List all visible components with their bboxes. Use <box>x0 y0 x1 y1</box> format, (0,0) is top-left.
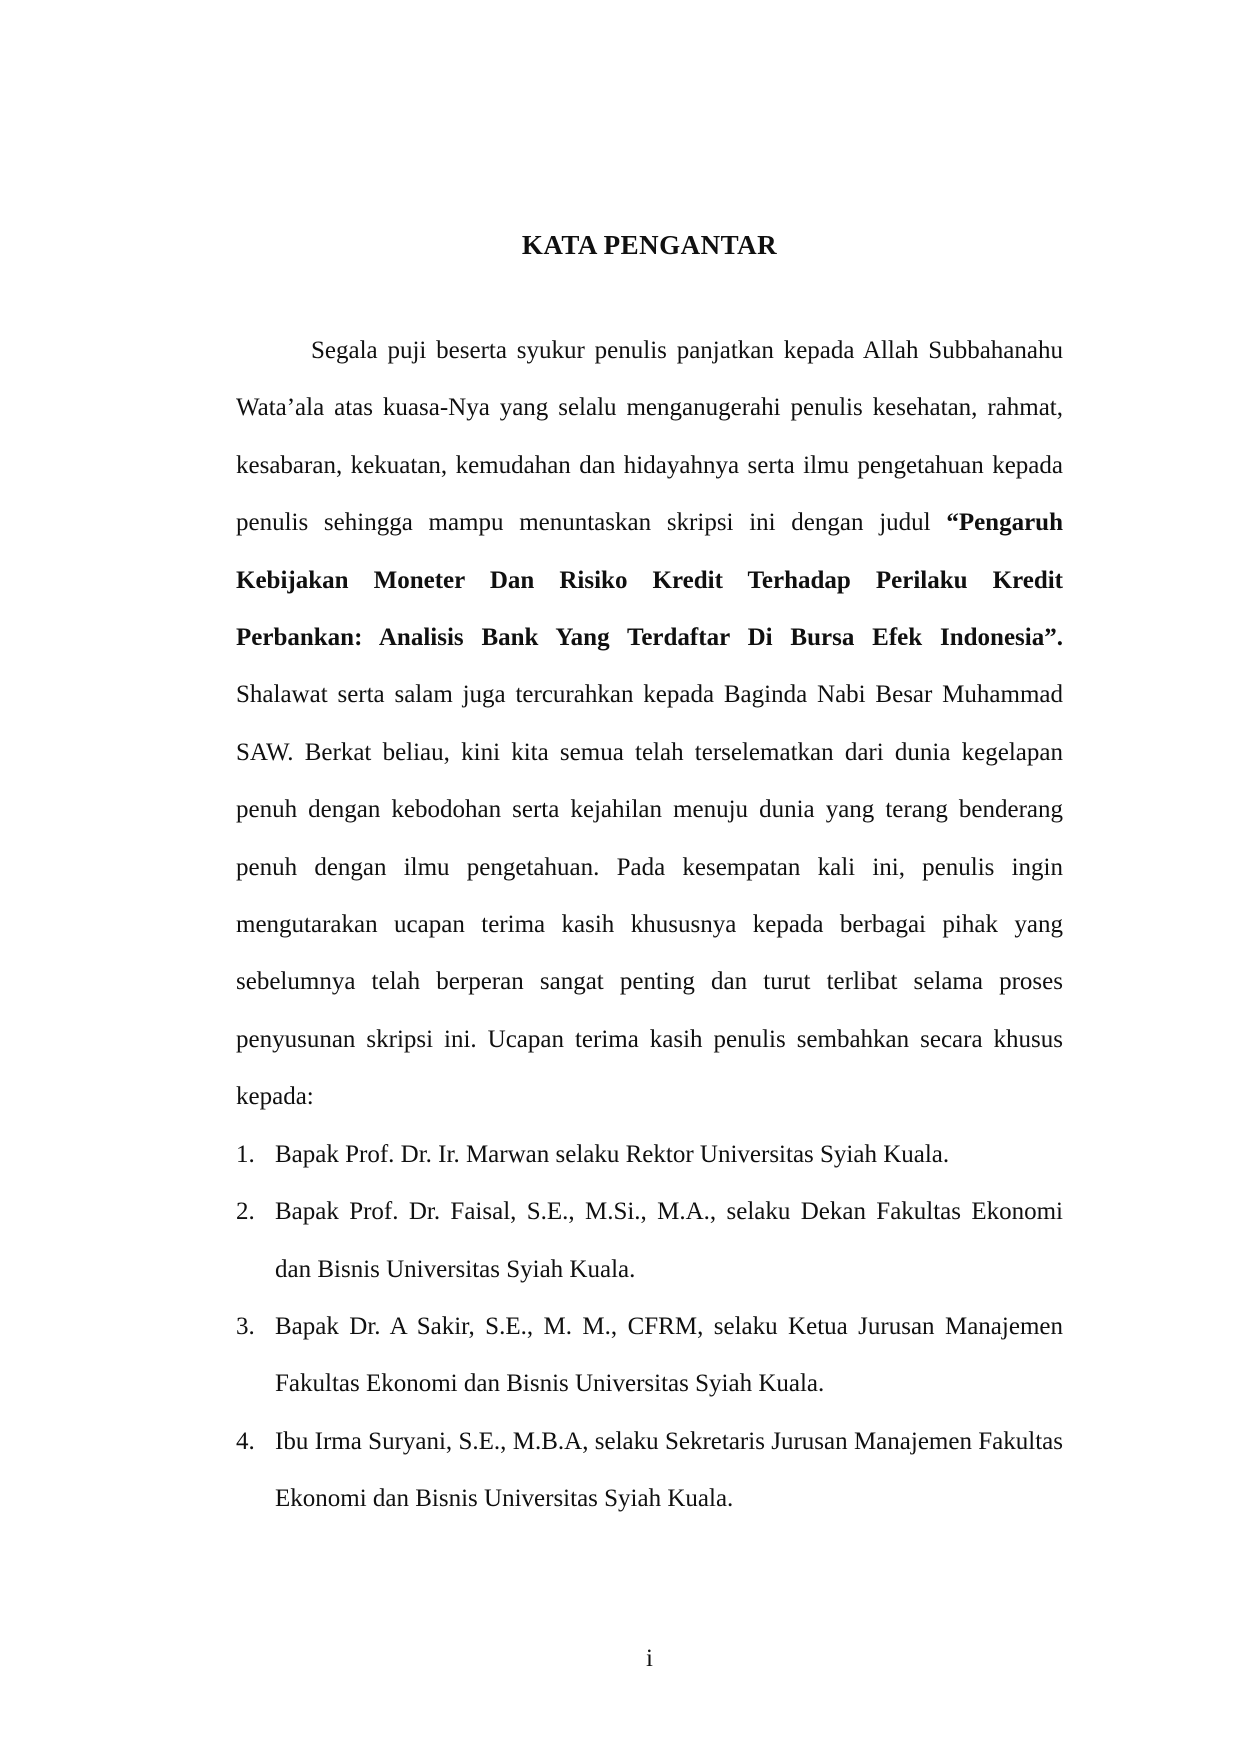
preface-body <box>236 322 1063 1528</box>
list-item-number: 1. <box>236 1140 255 1168</box>
list-item <box>236 1413 1063 1528</box>
page-number: i <box>646 1645 653 1672</box>
list-item-number: 4. <box>236 1427 255 1455</box>
preface-paragraph <box>236 322 1063 1126</box>
list-item-text: Bapak Dr. A Sakir, S.E., M. M., CFRM, selaku Ketua Jurusan Manajemen Fakultas Ekonomi dan Bisnis Universitas Syiah Kuala. <box>275 1312 1063 1398</box>
paragraph-text-before-title: Segala puji beserta syukur penulis panjatkan kepada Allah Subbahanahu Wata’ala atas kuasa-Nya yang selalu menganugerahi penulis kesehatan, rahmat, kesabaran, kekuatan, kemudahan dan hidayahnya serta ilmu pengetahuan kepada penulis sehingga mampu menuntaskan skripsi ini dengan judul <box>236 337 1063 537</box>
thesis-title-bold: “Pengaruh Kebijakan Moneter Dan Risiko Kredit Terhadap Perilaku Kredit Perbankan: Analisis Bank Yang Terdaftar Di Bursa Efek Indonesia”. <box>236 509 1063 652</box>
paragraph-text-after-title: Shalawat serta salam juga tercurahkan kepada Baginda Nabi Besar Muhammad SAW. Berkat beliau, kini kita semua telah terselematkan dari dunia kegelapan penuh dengan kebodohan serta kejahilan menuju dunia yang terang benderang penuh dengan ilmu pengetahuan. Pada kesempatan kali ini, penulis ingin mengutarakan ucapan terima kasih khususnya kepada berbagai pihak yang sebelumnya telah berperan sangat penting dan turut terlibat selama proses penyusunan skripsi ini. Ucapan terima kasih penulis sembahkan secara khusus kepada: <box>236 681 1063 1111</box>
page-title: KATA PENGANTAR <box>521 230 778 260</box>
list-item-text: Bapak Prof. Dr. Faisal, S.E., M.Si., M.A., selaku Dekan Fakultas Ekonomi dan Bisnis Universitas Syiah Kuala. <box>275 1198 1063 1283</box>
list-item <box>236 1298 1063 1413</box>
list-item-text: Ibu Irma Suryani, S.E., M.B.A, selaku Sekretaris Jurusan Manajemen Fakultas Ekonomi dan Bisnis Universitas Syiah Kuala. <box>275 1427 1063 1513</box>
list-item-number: 3. <box>236 1312 255 1340</box>
list-item-text: Bapak Prof. Dr. Ir. Marwan selaku Rektor Universitas Syiah Kuala. <box>275 1140 950 1168</box>
acknowledgement-list <box>236 1126 1063 1528</box>
list-item <box>236 1126 1063 1183</box>
list-item-number: 2. <box>236 1198 255 1226</box>
list-item <box>236 1183 1063 1298</box>
